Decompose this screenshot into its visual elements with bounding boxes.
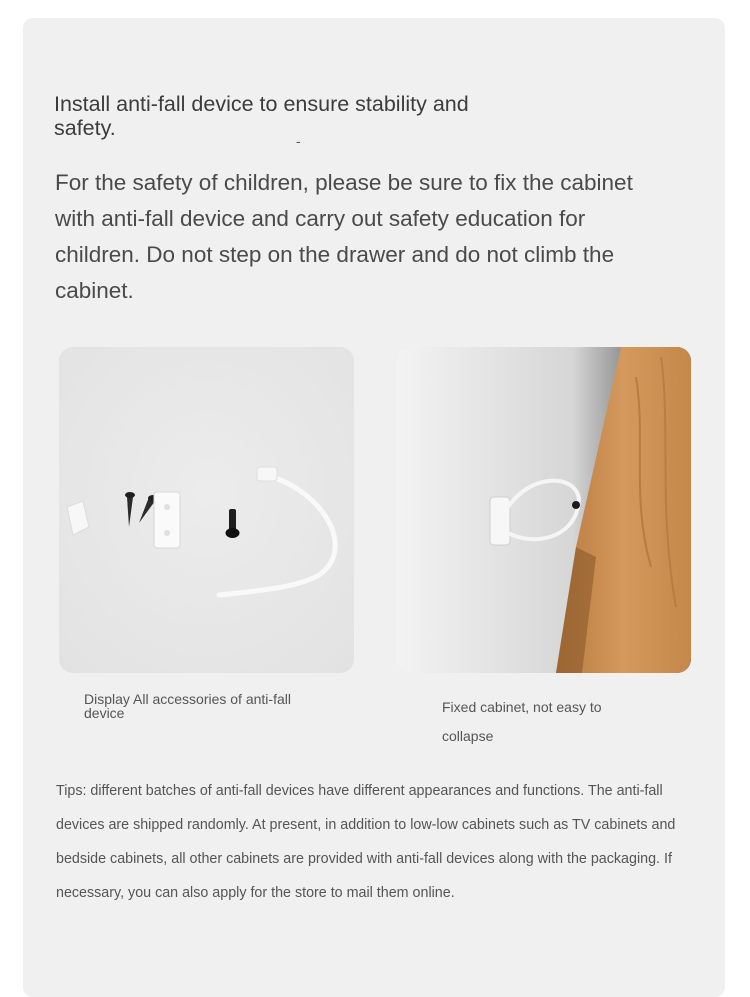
safety-intro-text: For the safety of children, please be sure to fix the cabinet with anti-fall device and carry out safety education for children. Do not step on the drawer and do not climb the cabinet. [55,170,633,303]
installed-caption: Fixed cabinet, not easy to collapse [442,699,602,744]
section-heading: Install anti-fall device to ensure stability and safety. [54,92,469,140]
installed-cabinet-photo [396,347,691,673]
mounting-bracket [154,492,180,548]
accessories-photo [59,347,354,673]
tips-text: Tips: different batches of anti-fall devices have different appearances and functions. The anti-fall devices are shipped randomly. At present, in addition to low-low cabinets such as TV cabinets and bedside cabinets, all other cabinets are provided with anti-fall devices along with the packaging. If necessary, you can also apply for the store to mail them online. [56,783,676,901]
heading-mark: - [296,133,301,149]
accessories-caption: Display All accessories of anti-fall device [84,691,291,721]
